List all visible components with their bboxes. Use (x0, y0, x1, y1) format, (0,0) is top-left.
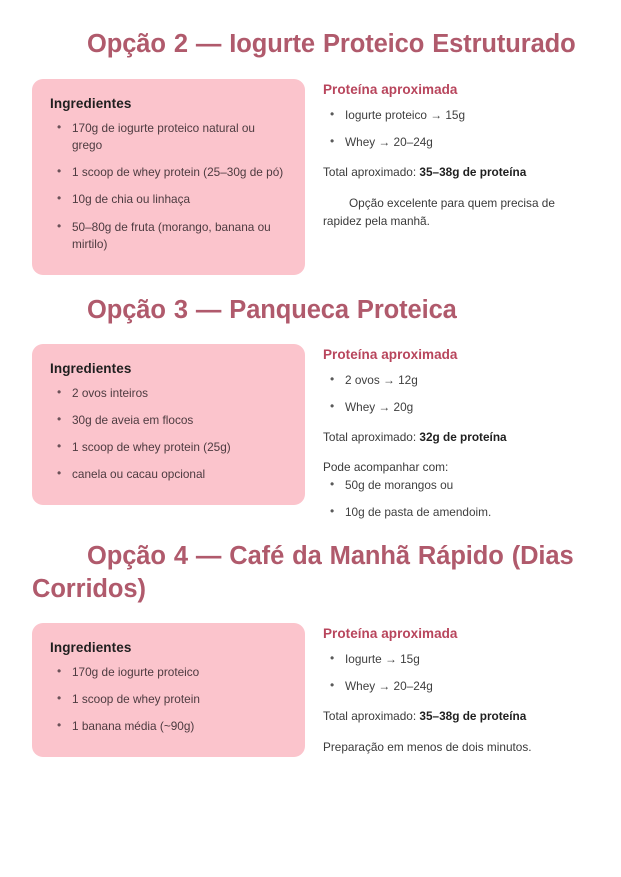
protein-column (323, 344, 589, 521)
accompaniment-label: Pode acompanhar com: (323, 460, 449, 475)
list-item: • 1 scoop de whey protein (70, 691, 287, 708)
list-item: • Iogurte proteico → 15g (343, 107, 589, 124)
list-item: • Whey → 20g (343, 399, 589, 416)
list-item: • 2 ovos inteiros (70, 385, 287, 402)
list-item: • 2 ovos → 12g (343, 372, 589, 389)
list-item: • 10g de pasta de amendoim. (343, 504, 589, 521)
protein-title: Proteína aproximada (323, 626, 458, 642)
ingredients-card (32, 79, 305, 275)
ingredients-card (32, 344, 305, 505)
section-heading: Opção 2 — Iogurte Proteico Estruturado (87, 30, 576, 58)
list-item: • 30g de aveia em flocos (70, 412, 287, 429)
ingredients-list (50, 385, 287, 483)
section-body (32, 344, 589, 521)
ingredients-title: Ingredientes (50, 360, 132, 376)
list-item: • 50g de morangos ou (343, 477, 589, 494)
section-opcao-2 (32, 0, 589, 275)
protein-column (323, 79, 589, 230)
list-item: • 170g de iogurte proteico (70, 664, 287, 681)
ingredients-title: Ingredientes (50, 96, 132, 112)
section-body (32, 79, 589, 275)
section-opcao-3 (32, 275, 589, 521)
protein-total (323, 163, 589, 181)
protein-total-value: 35–38g de proteína (419, 165, 527, 180)
protein-total-value: 32g de proteína (419, 430, 507, 445)
list-item: • Iogurte → 15g (343, 651, 589, 668)
section-heading: Opção 4 — Café da Manhã Rápido (Dias Corridos) (32, 541, 574, 603)
protein-total-prefix: Total aproximado: (323, 165, 420, 180)
section-opcao-4 (32, 521, 589, 758)
protein-total (323, 428, 589, 446)
protein-title: Proteína aproximada (323, 82, 458, 98)
protein-list (323, 372, 589, 416)
list-item: • canela ou cacau opcional (70, 466, 287, 483)
protein-total-value: 35–38g de proteína (419, 709, 527, 724)
list-item: • 50–80g de fruta (morango, banana ou mirtilo) (70, 219, 287, 253)
protein-total (323, 707, 589, 725)
protein-total-prefix: Total aproximado: (323, 430, 420, 445)
ingredients-title: Ingredientes (50, 640, 132, 656)
ingredients-card (32, 623, 305, 757)
list-item: • Whey → 20–24g (343, 678, 589, 695)
section-heading: Opção 3 — Panqueca Proteica (87, 295, 457, 324)
section-body (32, 623, 589, 757)
protein-column (323, 623, 589, 756)
protein-note: Opção excelente para quem precisa de rapidez pela manhã. (323, 195, 555, 228)
protein-list (323, 107, 589, 151)
list-item: • 170g de iogurte proteico natural ou grego (70, 120, 287, 154)
ingredients-list (50, 664, 287, 735)
list-item: • Whey → 20–24g (343, 134, 589, 151)
protein-list (323, 651, 589, 695)
accompaniment-list (323, 477, 589, 521)
protein-total-prefix: Total aproximado: (323, 709, 420, 724)
list-item: • 10g de chia ou linhaça (70, 191, 287, 208)
ingredients-list (50, 120, 287, 253)
list-item: • 1 scoop de whey protein (25–30g de pó) (70, 164, 287, 181)
list-item: • 1 banana média (~90g) (70, 718, 287, 735)
protein-note: Preparação em menos de dois minutos. (323, 739, 532, 754)
list-item: • 1 scoop de whey protein (25g) (70, 439, 287, 456)
protein-title: Proteína aproximada (323, 346, 458, 362)
